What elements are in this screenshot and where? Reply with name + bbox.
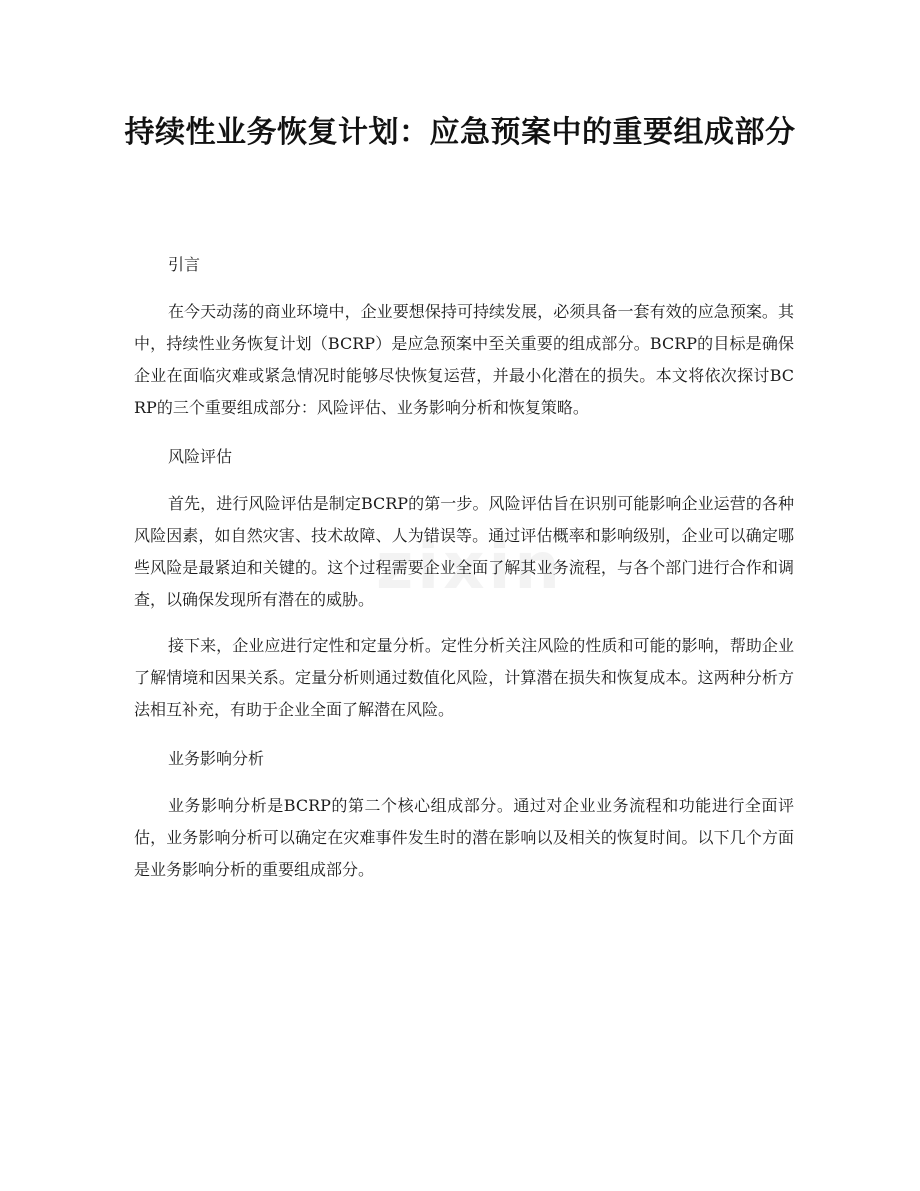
section-heading-business-impact: 业务影响分析: [168, 749, 265, 768]
intro-paragraph: 在今天动荡的商业环境中，企业要想保持可持续发展，必须具备一套有效的应急预案。其中，持续性业务恢复计划（BCRP）是应急预案中至关重要的组成部分。BCRP的目标是确保企业在面临灾难或紧急情况时能够尽快恢复运营，并最小化潜在的损失。本文将依次探讨BCRP的三个重要组成部分：风险评估、业务影响分析和恢复策略。: [134, 302, 794, 417]
risk-assessment-paragraph-2: 接下来，企业应进行定性和定量分析。定性分析关注风险的性质和可能的影响，帮助企业了解情境和因果关系。定量分析则通过数值化风险，计算潜在损失和恢复成本。这两种分析方法相互补充，有助于企业全面了解潜在风险。: [134, 636, 794, 719]
section-heading-risk-assessment: 风险评估: [168, 447, 233, 466]
document-title: 持续性业务恢复计划：应急预案中的重要组成部分: [124, 115, 796, 150]
business-impact-paragraph: 业务影响分析是BCRP的第二个核心组成部分。通过对企业业务流程和功能进行全面评估，业务影响分析可以确定在灾难事件发生时的潜在影响以及相关的恢复时间。以下几个方面是业务影响分析的重要组成部分。: [134, 796, 794, 879]
watermark: zixin: [376, 530, 564, 604]
document-body: [134, 246, 794, 900]
risk-assessment-paragraph-1: 首先，进行风险评估是制定BCRP的第一步。风险评估旨在识别可能影响企业运营的各种风险因素，如自然灾害、技术故障、人为错误等。通过评估概率和影响级别，企业可以确定哪些风险是最紧迫和关键的。这个过程需要企业全面了解其业务流程，与各个部门进行合作和调查，以确保发现所有潜在的威胁。: [134, 494, 794, 609]
section-heading-intro: 引言: [168, 255, 201, 274]
